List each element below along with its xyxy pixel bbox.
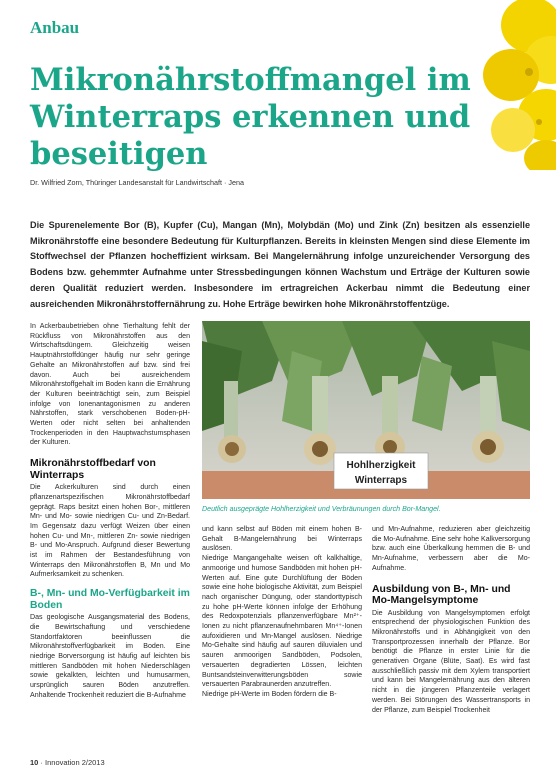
author-line: Dr. Wilfried Zorn, Thüringer Landesanstalt für Landwirtschaft · Jena (30, 178, 244, 187)
rapeseed-roots-photo (202, 321, 530, 499)
title-line-1: Mikronährstoffmangel im (30, 62, 471, 98)
paragraph: und Mn-Aufnahme, reduzieren aber gleichzeitig die Mo-Aufnahme. Eine sehr hohe Kalkversorgung bzw. auch eine Überkalkung hemmen die B- und Mn-Aufnahme, verbessern aber die Mo-Aufnahme. (372, 526, 530, 572)
paragraph: Niedrige pH-Werte im Boden fördern die B- (202, 690, 337, 698)
article-title (30, 62, 500, 173)
paragraph: Die Ausbildung von Mangelsymptomen erfolgt entsprechend der physiologischen Funktion des Mikronährstoffs und in Abhängigkeit von den Transportprozessen innerhalb der Pflanze. Bor benötigt die Pflanze in erster Linie für die generativen Organe (Blüte, Saat). Es wird fast ausschließlich passiv mit dem Xylem transportiert und kann bei Mangelernährung aus den älteren nicht in die jüngeren Pflanzenteile verlagert werden. Bei Störungen des Wassertransports in der Pflanze, zum Beispiel Trockenheit (372, 609, 530, 714)
footer-separator: · (38, 758, 46, 767)
page-footer (30, 758, 105, 767)
lead-paragraph: Die Spurenelemente Bor (B), Kupfer (Cu), Mangan (Mn), Molybdän (Mo) und Zink (Zn) besitzen als essenzielle Mikronährstoffe eine besondere Bedeutung für Kulturpflanzen. Bereits in kleinsten Mengen sind diese Elemente im Stoffwechsel der Pflanzen hocheffizient wirksam. Bei Mangelernährung infolge unzureichender Versorgung des Bodens bzw. gehemmter Aufnahme unter Stressbedingungen können Wachstum und Erträge der Kulturen sowie deren Qualität reduziert werden. Insbesondere im ertragreichen Ackerbau nimmt die Bedeutung einer ausreichenden Mikronährstoffernährung zu. Hohe Erträge bewirken hohe Mikronährstoffentzüge. (30, 220, 530, 309)
issue-label: Innovation 2/2013 (45, 758, 105, 767)
text-column-3 (372, 525, 530, 715)
paragraph: und kann selbst auf Böden mit einem hohen B-Gehalt B-Mangelernährung bei Winterraps auslösen. (202, 526, 362, 553)
title-line-3: beseitigen (30, 136, 208, 172)
paragraph: In Ackerbaubetrieben ohne Tierhaltung fehlt der Rückfluss von Mikronährstoffen aus den Wirtschaftsdüngern. Gleichzeitig weisen Hauptnährstoffdünger häufig nur sehr geringe Gehalte an Mikronährstoffen auf bzw. sind frei davon. Auch bei ausreichendem Mikronährstoffgehalt im Boden kann die Ernährung der Kulturen beeinträchtigt sein, zum Beispiel infolge von Ionenantagonismen zu anderen Nährstoffen, stark verschobenen Boden-pH-Werten oder nicht selten bei anhaltenden Trockenperioden in den Hauptwachstumsphasen der Kulturen. (30, 323, 190, 447)
paragraph: Niedrige Mangangehalte weisen oft kalkhaltige, anmoorige und humose Sandböden mit hohen pH-Werten auf. Eine gute Durchlüftung der Böden sowie eine hohe biologische Aktivität, zum Beispiel nach organischer Düngung, oder standorttypisch zu hohe pH-Werte können infolge der Erhöhung des Redoxpotenzials pflanzenverfügbare Mn²⁺-Ionen zu nicht pflanzenaufnehmbaren Mn⁴⁺-Ionen aufoxidieren und Mn-Mangel auslösen. Niedrige Mo-Gehalte sind häufig auf sauren diluvialen und sauren anmoorigen Sandböden, Podsolen, versauerten degradierten Lössen, leichten Buntsandsteinverwitterungsböden sowie versauerten Parabraunerden anzutreffen. (202, 555, 362, 689)
photo-caption: Deutlich ausgeprägte Hohlherzigkeit und Verbräunungen durch Bor-Mangel. (202, 505, 441, 513)
title-line-2: Winterraps erkennen und (30, 99, 471, 135)
subheading: Ausbildung von B-, Mn- und Mo-Mangelsymptome (372, 583, 511, 607)
text-column-1 (30, 322, 190, 701)
section-label: Anbau (30, 18, 80, 37)
photo-sign-line-2: Winterraps (354, 475, 408, 486)
paragraph: Das geologische Ausgangsmaterial des Bodens, die Bewirtschaftung und verschiedene Standortfaktoren beeinflussen die Mikronährstoffverfügbarkeit im Boden. Eine niedrige Borversorgung ist häufig auf leichten bis mittleren Sandböden mit hohen Niederschlägen sowie gekalkten, leichten und humusarmen, ursprünglich sauren Böden anzutreffen. Anhaltende Trockenheit reduziert die B-Aufnahme (30, 614, 190, 699)
page-number: 10 (30, 758, 39, 767)
subheading: B-, Mn- und Mo-Verfügbarkeit im Boden (30, 588, 190, 611)
text-column-2 (202, 525, 362, 700)
subheading: Mikronährstoffbedarf von Winterraps (30, 458, 156, 481)
paragraph: Die Ackerkulturen sind durch einen pflanzenartspezifischen Mikronährstoffbedarf geprägt. Raps besitzt einen hohen Bor-, mittleren Mn- und Mo- sowie niedrigen Cu- und Zn-Bedarf. Im Gegensatz dazu verfügt Weizen über einen hohen Cu- und Mn-, mittleren Zn- sowie niedrigen B- und Mo-Anspruch. Aufgrund dieser Bewertung ist im Rahmen der Bestandesführung von Winterraps den Mikronährstoffen B, Mn und Mo Aufmerksamkeit zu schenken. (30, 484, 190, 579)
photo-sign-line-1: Hohlherzigkeit (346, 460, 416, 471)
